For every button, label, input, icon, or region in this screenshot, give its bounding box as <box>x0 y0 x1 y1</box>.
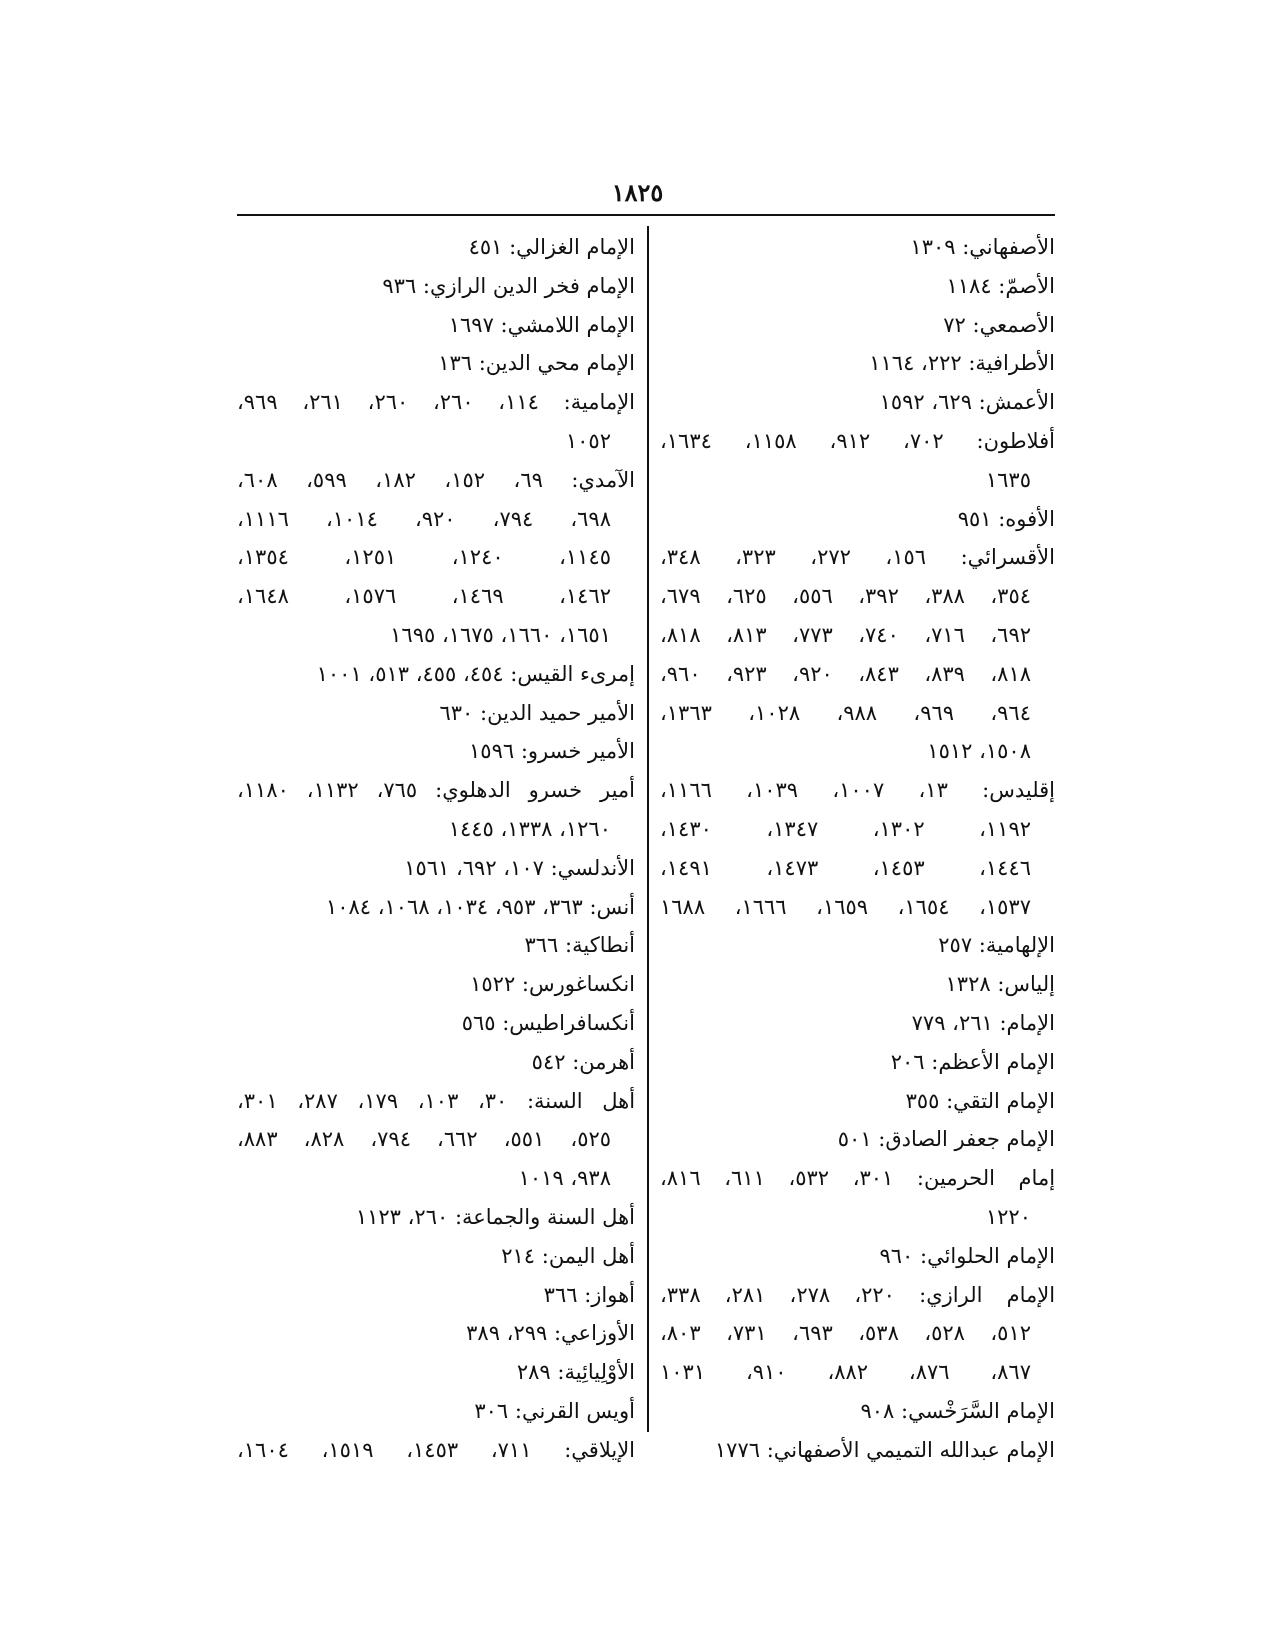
index-entry-continuation: ٣٥٤، ٣٨٨، ٣٩٢، ٥٥٦، ٦٢٥، ٦٧٩، <box>660 584 1032 609</box>
index-entry: الإمام الأعظم: ٢٠٦ <box>890 1049 1055 1074</box>
index-entry: إمام الحرمين: ٣٠١، ٥٣٢، ٦١١، ٨١٦، <box>660 1166 1055 1191</box>
index-entry-continuation: ٦٩٢، ٧١٦، ٧٤٠، ٧٧٣، ٨١٣، ٨١٨، <box>660 622 1032 647</box>
index-entry-continuation: ٥١٢، ٥٢٨، ٥٣٨، ٦٩٣، ٧٣١، ٨٠٣، <box>660 1321 1032 1346</box>
index-entry: الأمير حميد الدين: ٦٣٠ <box>439 700 635 725</box>
index-entry-continuation: ٩٦٤، ٩٦٩، ٩٨٨، ١٠٢٨، ١٣٦٣، <box>660 700 1031 725</box>
index-entry-continuation: ١٥٣٧، ١٦٥٤، ١٦٥٩، ١٦٦٦، ١٦٨٨ <box>660 894 1031 919</box>
index-entry: الأندلسي: ١٠٧، ٦٩٢، ١٥٦١ <box>404 855 635 880</box>
index-entry: أنس: ٣٦٣، ٩٥٣، ١٠٣٤، ١٠٦٨، ١٠٨٤ <box>325 894 635 919</box>
index-entry-continuation: ٦٩٨، ٧٩٤، ٩٢٠، ١٠١٤، ١١١٦، <box>237 506 611 531</box>
index-entry: أهرمن: ٥٤٢ <box>531 1049 635 1074</box>
index-entry-continuation: ٥٢٥، ٥٥١، ٦٦٢، ٧٩٤، ٨٢٨، ٨٨٣، <box>237 1127 612 1152</box>
index-entry: الإيلاقي: ٧١١، ١٤٥٣، ١٥١٩، ١٦٠٤، <box>237 1437 635 1462</box>
index-entry: الأصمعي: ٧٢ <box>943 312 1055 337</box>
index-entry-continuation: ٩٣٨، ١٠١٩ <box>518 1166 611 1191</box>
index-entry: أهل السنة: ٣٠، ١٠٣، ١٧٩، ٢٨٧، ٣٠١، <box>237 1088 635 1113</box>
index-entry: الإمام الغزالي: ٤٥١ <box>468 235 635 259</box>
index-entry-continuation: ١٠٥٢ <box>565 428 611 453</box>
index-entry: الإمام الحلوائي: ٩٦٠ <box>879 1243 1055 1268</box>
index-entry-continuation: ١٤٦٢، ١٤٦٩، ١٥٧٦، ١٦٤٨، <box>237 584 612 609</box>
index-entry-continuation: ١٤٤٦، ١٤٥٣، ١٤٧٣، ١٤٩١، <box>660 855 1032 880</box>
index-entry: أنطاكية: ٣٦٦ <box>524 933 635 958</box>
index-entry: إمرىء القيس: ٤٥٤، ٤٥٥، ٥١٣، ١٠٠١ <box>316 661 635 686</box>
index-entry: الإمامية: ١١٤، ٢٦٠، ٢٦٠، ٢٦١، ٩٦٩، <box>237 390 635 415</box>
index-entry: الأمير خسرو: ١٥٩٦ <box>469 739 635 764</box>
index-entry: الأقسرائي: ١٥٦، ٢٧٢، ٣٢٣، ٣٤٨، <box>660 545 1055 570</box>
index-entry: الإمام عبدالله التميمي الأصفهاني: ١٧٧٦ <box>714 1437 1055 1462</box>
index-entry: أفلاطون: ٧٠٢، ٩١٢، ١١٥٨، ١٦٣٤، <box>660 428 1055 453</box>
index-entry: أنكسافراطيس: ٥٦٥ <box>461 1010 635 1035</box>
index-entry: أويس القرني: ٣٠٦ <box>474 1398 635 1423</box>
index-entry-continuation: ٨٦٧، ٨٧٦، ٨٨٢، ٩١٠، ١٠٣١ <box>660 1360 1031 1385</box>
index-entry: أهل السنة والجماعة: ٢٦٠، ١١٢٣ <box>355 1204 635 1229</box>
index-entry-continuation: ١٢٢٠ <box>985 1204 1031 1229</box>
index-entry: إقليدس: ١٣، ١٠٠٧، ١٠٣٩، ١١٦٦، <box>660 778 1055 803</box>
index-entry: الأصمّ: ١١٨٤ <box>946 273 1055 298</box>
index-entry: الأعمش: ٦٢٩، ١٥٩٢ <box>879 390 1055 415</box>
index-entry: الإمام فخر الدين الرازي: ٩٣٦ <box>382 273 635 298</box>
index-entry: إلياس: ١٣٢٨ <box>945 972 1055 997</box>
index-entry: الأوزاعي: ٢٩٩، ٣٨٩ <box>466 1321 635 1346</box>
index-entry: أمير خسرو الدهلوي: ٧٦٥، ١١٣٢، ١١٨٠، <box>237 778 635 803</box>
index-entry: الإلهامية: ٢٥٧ <box>938 933 1055 958</box>
index-entry: الإمام الرازي: ٢٢٠، ٢٧٨، ٢٨١، ٣٣٨، <box>660 1282 1055 1307</box>
index-column-left <box>237 228 635 1470</box>
page-number: ١٨٢٥ <box>611 178 664 207</box>
index-entry: الأفوه: ٩٥١ <box>957 506 1055 531</box>
index-entry-continuation: ١١٤٥، ١٢٤٠، ١٢٥١، ١٣٥٤، <box>237 545 612 570</box>
index-column-right <box>660 228 1055 1470</box>
index-entry: الإمام السَّرَخْسي: ٩٠٨ <box>860 1398 1055 1423</box>
index-entry-continuation: ١١٩٢، ١٣٠٢، ١٣٤٧، ١٤٣٠، <box>660 816 1032 841</box>
index-entry-continuation: ١٦٥١، ١٦٦٠، ١٦٧٥، ١٦٩٥ <box>390 622 611 647</box>
index-entry: الأصفهاني: ١٣٠٩ <box>910 235 1055 259</box>
index-entry-continuation: ٨١٨، ٨٣٩، ٨٤٣، ٩٢٠، ٩٢٣، ٩٦٠، <box>660 661 1032 686</box>
index-entry: الإمام: ٢٦١، ٧٧٩ <box>911 1010 1055 1035</box>
index-entry: الإمام اللامشي: ١٦٩٧ <box>448 312 635 337</box>
index-entry: الأطرافية: ٢٢٢، ١١٦٤ <box>869 351 1055 376</box>
header-rule <box>237 214 1055 216</box>
index-entry: أهواز: ٣٦٦ <box>543 1282 635 1307</box>
index-entry: الإمام التقي: ٣٥٥ <box>905 1088 1055 1113</box>
index-entry-continuation: ١٦٣٥ <box>985 467 1031 492</box>
index-entry-continuation: ١٥٠٨، ١٥١٢ <box>927 739 1031 764</box>
index-entry: الأوْلِيائِية: ٢٨٩ <box>516 1360 635 1385</box>
index-entry: الآمدي: ٦٩، ١٥٢، ١٨٢، ٥٩٩، ٦٠٨، <box>237 467 635 492</box>
index-entry: الإمام محي الدين: ١٣٦ <box>438 351 635 376</box>
index-entry: انكساغورس: ١٥٢٢ <box>470 972 635 997</box>
index-entry: الإمام جعفر الصادق: ٥٠١ <box>837 1127 1055 1152</box>
column-divider <box>647 226 649 1432</box>
index-entry-continuation: ١٢٦٠، ١٣٣٨، ١٤٤٥ <box>448 816 611 841</box>
index-entry: أهل اليمن: ٢١٤ <box>501 1243 635 1268</box>
